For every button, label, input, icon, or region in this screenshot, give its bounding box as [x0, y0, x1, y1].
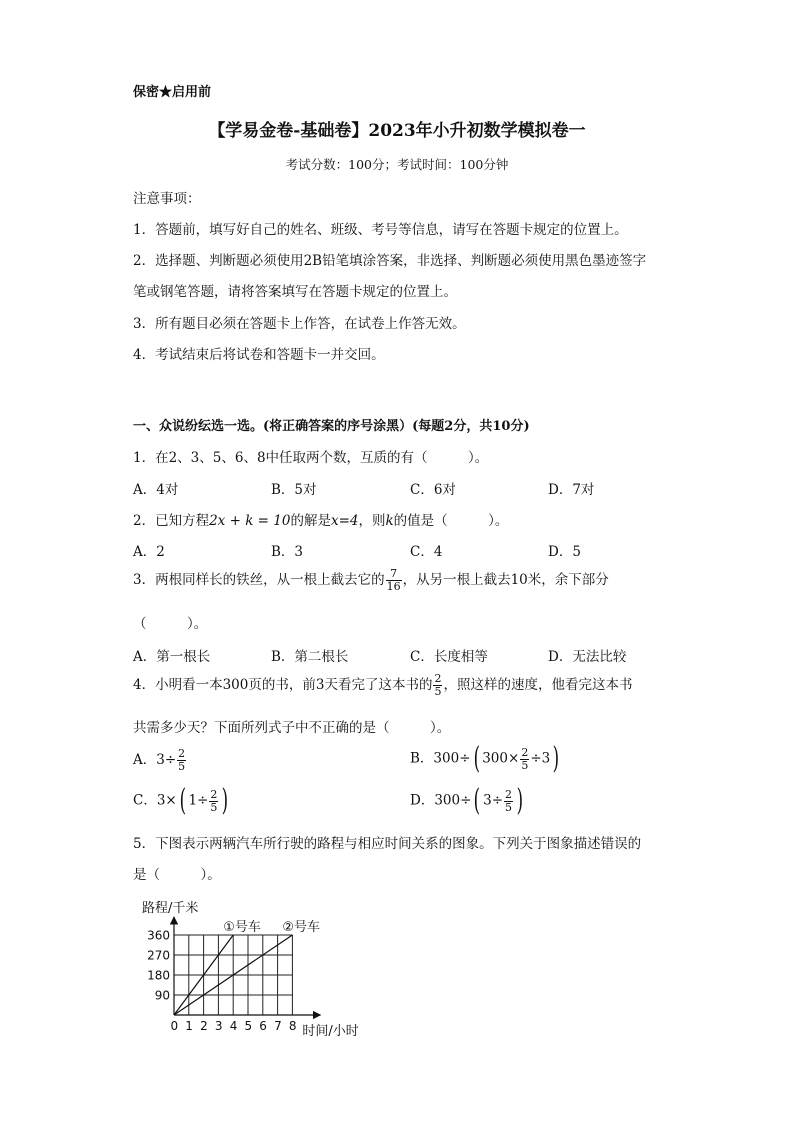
y-tick-label: 90 [154, 988, 170, 1003]
question-3-stem-line2: （ ）。 [133, 616, 208, 632]
notice-item: 笔或钢笔答题，请将答案填写在答题卡规定的位置上。 [133, 284, 457, 300]
x-tick-label: 7 [274, 1019, 282, 1033]
x-tick-label: 4 [229, 1019, 238, 1033]
fraction-numerator: 7 [386, 568, 402, 581]
q2-text: 2．已知方程 [133, 513, 210, 529]
page-title: 【学易金卷-基础卷】2023年小升初数学模拟卷一 [208, 121, 586, 141]
option-fraction [177, 748, 186, 773]
q4-option-c[interactable] [133, 783, 231, 818]
x-tick-label: 1 [185, 1019, 193, 1033]
option-text: A．3÷ [133, 752, 177, 768]
q1-option-a[interactable]: A．4对 [133, 482, 179, 498]
option-text: C．3× [133, 792, 177, 809]
left-paren: ( [474, 783, 481, 818]
fraction-denominator: 5 [178, 760, 186, 773]
q4-option-a[interactable] [133, 748, 187, 773]
q4-text: ，照这样的速度，他看完这本书 [443, 677, 633, 693]
question-5-stem-line2: 是（ ）。 [133, 867, 221, 883]
q2-option-d[interactable]: D．5 [548, 544, 581, 560]
x-axis-label: 时间/小时 [302, 1024, 359, 1039]
x-tick-label: 8 [288, 1019, 297, 1033]
confidential-mark: 保密★启用前 [133, 85, 212, 100]
notice-item: 1．答题前，填写好自己的姓名、班级、考号等信息，请写在答题卡规定的位置上。 [133, 222, 628, 238]
q1-option-d[interactable]: D．7对 [548, 482, 595, 498]
notice-item: 3．所有题目必须在答题卡上作答，在试卷上作答无效。 [133, 316, 466, 332]
series-label: ①号车 [223, 920, 261, 935]
q3-option-d[interactable]: D．无法比较 [548, 649, 627, 665]
question-3-stem [133, 568, 609, 593]
right-paren: ) [221, 783, 229, 818]
x-tick-label: 5 [244, 1019, 253, 1033]
q3-option-b[interactable]: B．第二根长 [271, 649, 349, 665]
option-fraction [520, 747, 529, 772]
y-tick-label: 270 [147, 948, 170, 963]
series-label: ②号车 [282, 920, 321, 935]
notice-item: 2．选择题、判断题必须使用2B铅笔填涂答案，非选择、判断题必须使用黑色墨迹签字 [133, 253, 647, 269]
exam-info: 考试分数：100分；考试时间：100分钟 [285, 157, 509, 172]
q3-option-a[interactable]: A．第一根长 [133, 649, 211, 665]
q2-text: 的值是（ ）。 [393, 513, 509, 529]
right-paren: ) [552, 741, 560, 776]
q2-text: 的解是 [290, 513, 331, 529]
q3-fraction [386, 568, 402, 593]
right-paren: ) [516, 783, 524, 818]
question-1-stem: 1．在2、3、5、6、8中任取两个数，互质的有（ ）。 [133, 450, 489, 466]
x-tick-label: 0 [170, 1019, 179, 1033]
option-text: ÷3 [530, 750, 551, 767]
question-5-stem: 5．下图表示两辆汽车所行驶的路程与相应时间关系的图象。下列关于图象描述错误的 [133, 836, 642, 852]
fraction-numerator: 2 [505, 787, 513, 801]
fraction-numerator: 2 [178, 747, 186, 760]
notice-item: 4．考试结束后将试卷和答题卡一并交回。 [133, 347, 385, 363]
fraction-denominator: 5 [210, 800, 218, 814]
q2-equation: 2x + k = 10 [209, 513, 291, 529]
option-fraction [504, 789, 513, 814]
section-heading: 一、众说纷纭选一选。(将正确答案的序号涂黑）(每题2分，共10分) [133, 419, 530, 434]
fraction-denominator: 16 [386, 580, 401, 593]
q2-option-b[interactable]: B．3 [271, 544, 304, 560]
q2-text: ，则 [358, 513, 386, 529]
q3-text: ，从另一根上截去10米，余下部分 [402, 572, 609, 588]
left-paren: ( [473, 741, 480, 776]
fraction-denominator: 5 [505, 800, 513, 814]
q2-variable: k [385, 513, 394, 529]
q4-text: 4．小明看一本300页的书，前3天看完了这本书的 [133, 677, 433, 693]
option-text: D．300÷ [410, 792, 472, 809]
question-2-stem [133, 509, 508, 529]
q3-text: 3．两根同样长的铁丝，从一根上截去它的 [133, 572, 385, 588]
option-fraction [209, 789, 218, 814]
option-text: 3÷ [483, 792, 504, 809]
q2-solution: x=4 [330, 513, 359, 529]
distance-time-chart [130, 890, 380, 1050]
q3-option-c[interactable]: C．长度相等 [410, 649, 488, 665]
option-text: 1÷ [188, 792, 209, 809]
y-tick-label: 180 [147, 968, 170, 983]
x-tick-label: 2 [200, 1019, 208, 1033]
question-4-stem [133, 673, 632, 698]
left-paren: ( [179, 783, 186, 818]
fraction-denominator: 5 [434, 685, 442, 698]
q4-fraction [433, 673, 442, 698]
y-axis-label: 路程/千米 [142, 901, 199, 916]
option-text: 300× [482, 750, 520, 767]
y-tick-label: 360 [147, 928, 170, 943]
question-4-stem-line2: 共需多少天？下面所列式子中不正确的是（ ）。 [133, 720, 451, 736]
fraction-numerator: 2 [434, 672, 442, 685]
q4-option-d[interactable] [410, 783, 526, 818]
q2-option-a[interactable]: A．2 [133, 544, 165, 560]
q1-option-b[interactable]: B．5对 [271, 482, 317, 498]
q1-option-c[interactable]: C．6对 [410, 482, 456, 498]
option-text: B．300÷ [410, 750, 471, 767]
q4-option-b[interactable] [410, 741, 562, 776]
notice-heading: 注意事项： [133, 191, 201, 207]
x-tick-label: 6 [259, 1019, 267, 1033]
fraction-numerator: 2 [521, 745, 529, 759]
q2-option-c[interactable]: C．4 [410, 544, 443, 560]
fraction-denominator: 5 [521, 758, 529, 772]
x-tick-label: 3 [214, 1019, 223, 1033]
fraction-numerator: 2 [210, 787, 218, 801]
